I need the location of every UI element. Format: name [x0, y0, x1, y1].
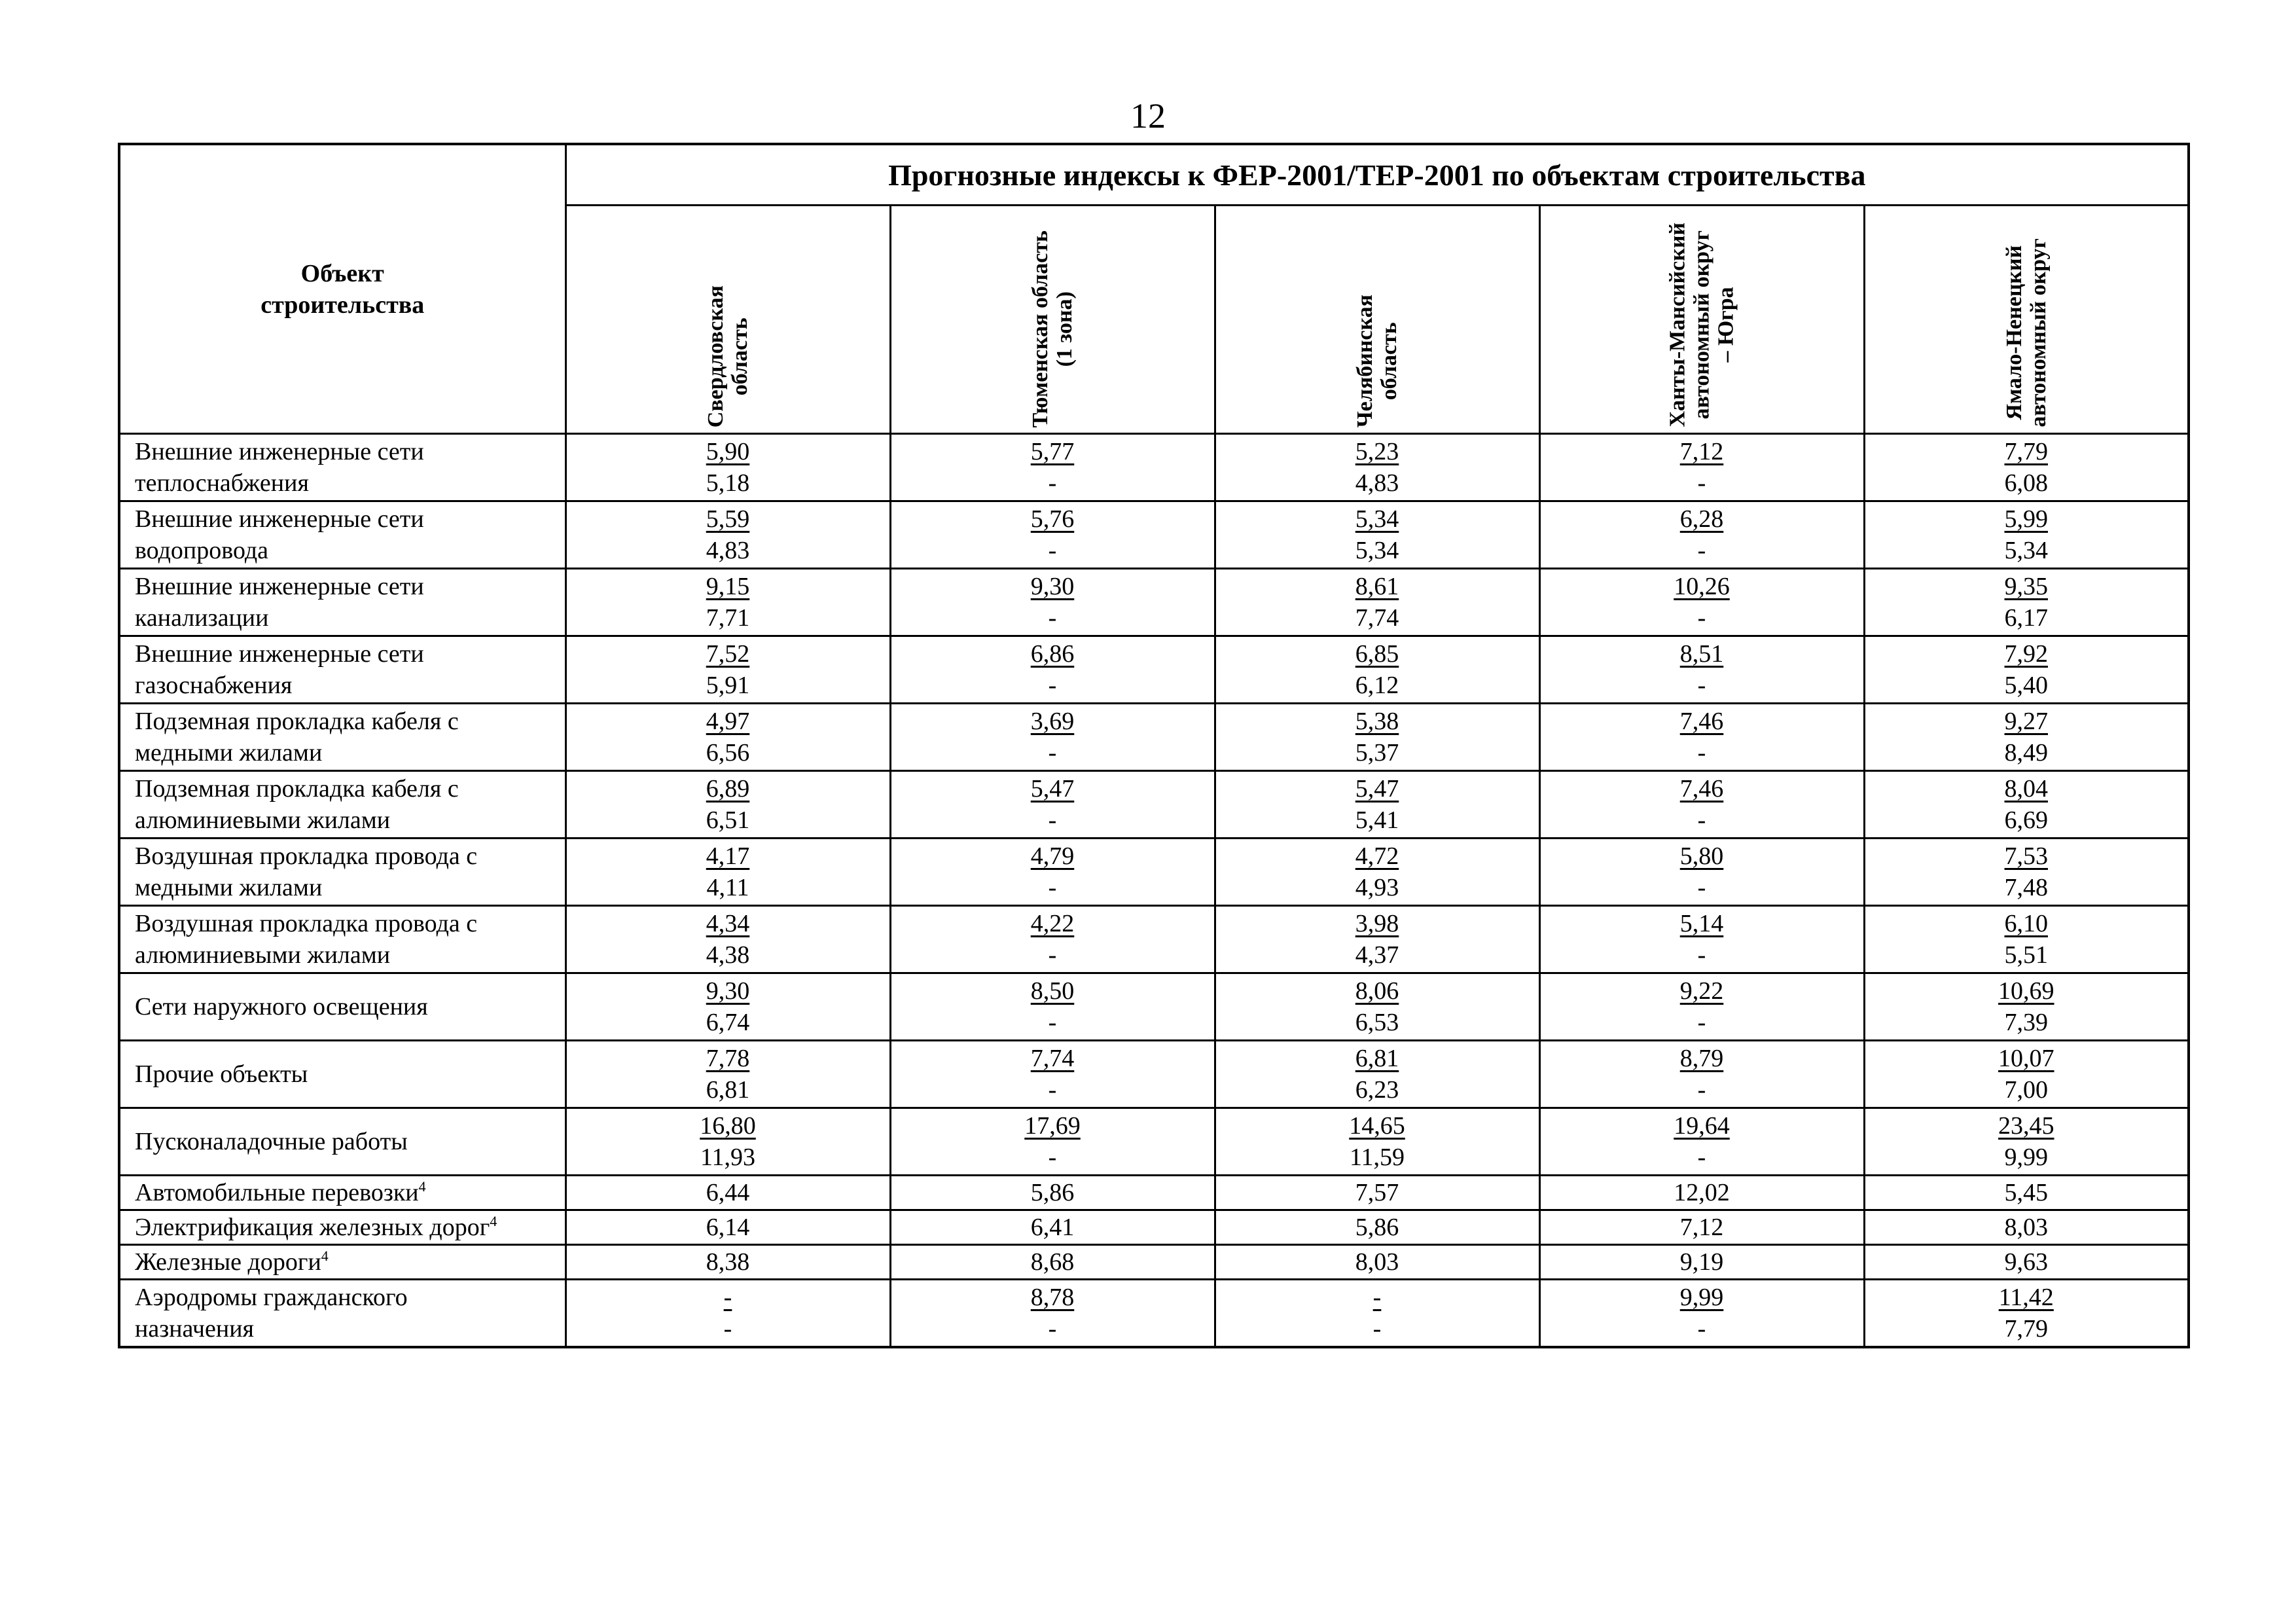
index-value: 6,14 — [565, 1210, 890, 1245]
index-value-bottom: - — [1697, 874, 1706, 901]
index-cell — [890, 839, 1215, 906]
object-name-text: Внешние инженерные сети водопровода — [135, 505, 424, 564]
index-cell — [890, 501, 1215, 569]
index-value-bottom: 11,59 — [1349, 1144, 1405, 1171]
index-value-bottom: 5,37 — [1355, 739, 1399, 767]
region-header-line: Тюменская область — [1028, 230, 1052, 427]
index-value-bottom: 11,93 — [700, 1144, 756, 1171]
index-value-bottom: 7,79 — [2004, 1315, 2048, 1343]
index-cell — [1864, 704, 2189, 771]
index-value-top: 4,79 — [1030, 842, 1075, 870]
index-value-bottom: - — [1048, 1315, 1057, 1343]
index-value-top: 10,07 — [1998, 1045, 2054, 1072]
index-value-top: 8,61 — [1355, 573, 1399, 600]
region-header — [1215, 206, 1539, 434]
index-value-bottom: 4,38 — [706, 941, 750, 969]
index-value-bottom: - — [1048, 604, 1057, 632]
object-name — [119, 1176, 565, 1210]
index-value-bottom: 7,00 — [2004, 1076, 2048, 1104]
index-cell — [1864, 973, 2189, 1041]
index-value-top: 8,51 — [1679, 640, 1724, 668]
index-cell — [1215, 501, 1539, 569]
table-row — [119, 1041, 2189, 1108]
index-value-top: - — [1372, 1284, 1382, 1311]
footnote-marker: 4 — [490, 1213, 497, 1229]
index-value-bottom: 5,40 — [2004, 672, 2048, 699]
table-row — [119, 501, 2189, 569]
index-cell — [1215, 771, 1539, 839]
index-cell — [1215, 1108, 1539, 1176]
index-value-top: 9,15 — [706, 573, 750, 600]
index-value-top: 17,69 — [1024, 1112, 1081, 1140]
index-value-bottom: - — [1048, 469, 1057, 497]
object-name-text: Внешние инженерные сети канализации — [135, 573, 424, 632]
index-value-top: 5,90 — [706, 438, 750, 465]
index-value-bottom: 4,83 — [1355, 469, 1399, 497]
index-cell — [1539, 1108, 1864, 1176]
region-header-line: – Югра — [1713, 287, 1738, 363]
region-header-line: Челябинская — [1353, 294, 1377, 427]
index-value-bottom: 4,11 — [706, 874, 749, 901]
index-value-bottom: - — [1697, 672, 1706, 699]
table-row — [119, 1108, 2189, 1176]
index-value-top: 3,98 — [1355, 910, 1399, 937]
index-value-bottom: - — [1697, 537, 1706, 564]
object-name — [119, 569, 565, 636]
index-value-top: 4,22 — [1030, 910, 1075, 937]
index-value-bottom: 5,34 — [2004, 537, 2048, 564]
index-value-top: 4,34 — [706, 910, 750, 937]
object-name-text: Автомобильные перевозки — [135, 1179, 419, 1206]
index-value-bottom: 5,41 — [1355, 806, 1399, 834]
index-value-top: 9,30 — [706, 977, 750, 1005]
index-value-top: 8,79 — [1679, 1045, 1724, 1072]
table-row — [119, 906, 2189, 973]
index-cell — [890, 1280, 1215, 1348]
index-value-top: 8,04 — [2004, 775, 2048, 803]
index-value-top: 6,28 — [1679, 505, 1724, 533]
index-cell — [1215, 636, 1539, 704]
footnote-marker: 4 — [321, 1248, 329, 1264]
index-value: 9,63 — [1864, 1245, 2189, 1280]
index-value-bottom: 6,12 — [1355, 672, 1399, 699]
object-name — [119, 771, 565, 839]
index-value-bottom: 5,34 — [1355, 537, 1399, 564]
index-value-bottom: - — [1697, 1315, 1706, 1343]
index-value: 5,45 — [1864, 1176, 2189, 1210]
index-cell — [1539, 771, 1864, 839]
index-cell — [565, 1280, 890, 1348]
index-value: 8,68 — [890, 1245, 1215, 1280]
region-header-line: Свердловская — [704, 285, 728, 427]
region-header-line: автономный округ — [2026, 238, 2051, 427]
object-name-text: Воздушная прокладка провода с медными жилами — [135, 842, 478, 901]
index-value-bottom: - — [1048, 739, 1057, 767]
index-cell — [565, 1108, 890, 1176]
index-value-top: 16,80 — [700, 1112, 756, 1140]
index-value-top: 6,81 — [1355, 1045, 1399, 1072]
index-value-bottom: 7,71 — [706, 604, 750, 632]
object-column-header: Объект строительства — [119, 144, 565, 434]
index-value-bottom: - — [1048, 941, 1057, 969]
index-cell — [1864, 1041, 2189, 1108]
index-cell — [1864, 906, 2189, 973]
table-title: Прогнозные индексы к ФЕР-2001/ТЕР-2001 по объектам строительства — [565, 144, 2189, 206]
index-cell — [890, 704, 1215, 771]
index-value-top: 7,79 — [2004, 438, 2048, 465]
region-header-line: область — [1377, 321, 1401, 400]
region-header-label — [1353, 295, 1401, 427]
index-value-bottom: 5,51 — [2004, 941, 2048, 969]
object-name-text: Внешние инженерные сети теплоснабжения — [135, 438, 424, 497]
object-name — [119, 1280, 565, 1348]
index-cell — [1864, 501, 2189, 569]
index-value-bottom: - — [1697, 1009, 1706, 1036]
region-header — [1539, 206, 1864, 434]
index-value-top: 11,42 — [1998, 1284, 2054, 1311]
object-name-text: Подземная прокладка кабеля с алюминиевыми жилами — [135, 775, 459, 834]
region-header-label — [2002, 238, 2051, 427]
index-value-bottom: 5,91 — [706, 672, 750, 699]
index-cell — [1215, 839, 1539, 906]
index-value-bottom: - — [1048, 874, 1057, 901]
index-cell — [890, 434, 1215, 501]
index-value-bottom: 6,17 — [2004, 604, 2048, 632]
object-name — [119, 636, 565, 704]
index-cell — [890, 1108, 1215, 1176]
index-value-top: 5,23 — [1355, 438, 1399, 465]
index-value-bottom: - — [1697, 806, 1706, 834]
index-value-bottom: - — [1048, 1076, 1057, 1104]
index-value-bottom: 8,49 — [2004, 739, 2048, 767]
index-value-bottom: - — [1048, 672, 1057, 699]
object-name — [119, 434, 565, 501]
index-cell — [1539, 636, 1864, 704]
region-header-line: автономный округ — [1689, 230, 1714, 420]
index-value-top: 9,30 — [1030, 573, 1075, 600]
index-value-top: 5,47 — [1355, 775, 1399, 803]
index-cell — [1864, 1280, 2189, 1348]
table-row — [119, 839, 2189, 906]
index-cell — [1215, 1041, 1539, 1108]
index-cell — [890, 906, 1215, 973]
index-value: 12,02 — [1539, 1176, 1864, 1210]
index-value-top: 6,86 — [1030, 640, 1075, 668]
index-value-bottom: - — [1372, 1315, 1382, 1343]
index-value-bottom: - — [1048, 1009, 1057, 1036]
object-name-line: назначения — [135, 1315, 255, 1343]
index-value-top: 5,38 — [1355, 708, 1399, 735]
index-value-top: 5,76 — [1030, 505, 1075, 533]
index-value-top: 14,65 — [1349, 1112, 1405, 1140]
index-value-bottom: 5,18 — [706, 469, 750, 497]
index-value: 8,03 — [1215, 1245, 1539, 1280]
index-value-top: 7,78 — [706, 1045, 750, 1072]
index-value-top: - — [723, 1284, 732, 1311]
object-name-text: Подземная прокладка кабеля с медными жилами — [135, 708, 459, 767]
index-value-bottom: - — [1697, 1144, 1706, 1171]
index-value-bottom: - — [723, 1315, 732, 1343]
object-name-text: Электрификация железных дорог — [135, 1214, 490, 1241]
index-value-bottom: - — [1697, 1076, 1706, 1104]
index-value-top: 7,46 — [1679, 775, 1724, 803]
object-name-text: Сети наружного освещения — [135, 993, 428, 1020]
index-value-top: 8,50 — [1030, 977, 1075, 1005]
region-header — [1864, 206, 2189, 434]
index-cell — [1539, 839, 1864, 906]
index-value-top: 10,26 — [1674, 573, 1730, 600]
table-row — [119, 704, 2189, 771]
object-name — [119, 839, 565, 906]
footnote-marker: 4 — [418, 1178, 426, 1195]
index-value-bottom: - — [1697, 604, 1706, 632]
region-header — [565, 206, 890, 434]
index-value-bottom: 4,37 — [1355, 941, 1399, 969]
index-cell — [890, 973, 1215, 1041]
index-value-top: 5,59 — [706, 505, 750, 533]
index-value-bottom: - — [1048, 1144, 1057, 1171]
object-name-text: Внешние инженерные сети газоснабжения — [135, 640, 424, 699]
index-value-top: 6,85 — [1355, 640, 1399, 668]
index-value: 8,03 — [1864, 1210, 2189, 1245]
index-value-bottom: 6,74 — [706, 1009, 750, 1036]
index-cell — [1539, 973, 1864, 1041]
index-value-top: 5,47 — [1030, 775, 1075, 803]
index-cell — [1539, 1280, 1864, 1348]
object-name — [119, 1245, 565, 1280]
table-row — [119, 1176, 2189, 1210]
index-value-top: 5,34 — [1355, 505, 1399, 533]
index-value-top: 7,74 — [1030, 1045, 1075, 1072]
index-cell — [565, 839, 890, 906]
index-value-bottom: 7,74 — [1355, 604, 1399, 632]
index-cell — [1864, 771, 2189, 839]
index-value-top: 23,45 — [1998, 1112, 2054, 1140]
index-value-bottom: 6,69 — [2004, 806, 2048, 834]
index-value-bottom: 7,39 — [2004, 1009, 2048, 1036]
table-row — [119, 771, 2189, 839]
index-cell — [565, 906, 890, 973]
index-cell — [1215, 973, 1539, 1041]
index-cell — [890, 569, 1215, 636]
index-value-top: 10,69 — [1998, 977, 2054, 1005]
table-row — [119, 636, 2189, 704]
object-name-line: Аэродромы гражданского — [135, 1284, 408, 1311]
index-cell — [890, 1041, 1215, 1108]
index-value-bottom: - — [1697, 941, 1706, 969]
table-row — [119, 569, 2189, 636]
index-cell — [565, 434, 890, 501]
index-value-top: 4,72 — [1355, 842, 1399, 870]
index-value-bottom: 6,51 — [706, 806, 750, 834]
region-header-line: (1 зона) — [1052, 291, 1077, 367]
object-name — [119, 1108, 565, 1176]
index-value-top: 6,10 — [2004, 910, 2048, 937]
index-value: 9,19 — [1539, 1245, 1864, 1280]
region-header-label — [1666, 223, 1738, 427]
index-cell — [1864, 1108, 2189, 1176]
index-value-top: 9,22 — [1679, 977, 1724, 1005]
region-header — [890, 206, 1215, 434]
table-body — [119, 434, 2189, 1348]
index-value: 7,12 — [1539, 1210, 1864, 1245]
index-cell — [1215, 1280, 1539, 1348]
index-cell — [1215, 704, 1539, 771]
index-cell — [1539, 569, 1864, 636]
index-value-top: 7,46 — [1679, 708, 1724, 735]
table-row — [119, 1210, 2189, 1245]
region-header-line: Ханты-Мансийский — [1665, 223, 1690, 427]
index-value-top: 5,14 — [1679, 910, 1724, 937]
index-cell — [1215, 569, 1539, 636]
index-value-top: 8,78 — [1030, 1284, 1075, 1311]
index-cell — [1539, 501, 1864, 569]
index-value-top: 7,52 — [706, 640, 750, 668]
object-name-text: Пусконаладочные работы — [135, 1128, 408, 1155]
index-value-top: 5,80 — [1679, 842, 1724, 870]
region-header-label — [1028, 230, 1077, 427]
object-name — [119, 1041, 565, 1108]
index-cell — [1864, 569, 2189, 636]
index-value-top: 5,99 — [2004, 505, 2048, 533]
index-value-top: 19,64 — [1674, 1112, 1730, 1140]
index-value-bottom: - — [1697, 469, 1706, 497]
index-cell — [890, 771, 1215, 839]
index-value-top: 7,53 — [2004, 842, 2048, 870]
index-cell — [1539, 704, 1864, 771]
index-value-top: 9,35 — [2004, 573, 2048, 600]
index-value-top: 5,77 — [1030, 438, 1075, 465]
index-value-bottom: 4,83 — [706, 537, 750, 564]
index-cell — [1539, 906, 1864, 973]
index-value-bottom: - — [1048, 537, 1057, 564]
index-cell — [565, 771, 890, 839]
region-header-line: область — [728, 317, 752, 395]
object-name — [119, 973, 565, 1041]
index-value-top: 4,17 — [706, 842, 750, 870]
index-value: 6,41 — [890, 1210, 1215, 1245]
index-cell — [1539, 1041, 1864, 1108]
index-cell — [565, 636, 890, 704]
index-cell — [565, 1041, 890, 1108]
page-number: 12 — [1130, 96, 1166, 135]
index-value-bottom: 6,08 — [2004, 469, 2048, 497]
index-value-top: 7,12 — [1679, 438, 1724, 465]
index-cell — [1215, 434, 1539, 501]
index-cell — [565, 973, 890, 1041]
index-value-bottom: 7,48 — [2004, 874, 2048, 901]
table-row — [119, 1245, 2189, 1280]
index-value-bottom: 6,53 — [1355, 1009, 1399, 1036]
index-value-top: 9,99 — [1679, 1284, 1724, 1311]
index-cell — [1215, 906, 1539, 973]
index-cell — [1864, 636, 2189, 704]
index-value-top: 8,06 — [1355, 977, 1399, 1005]
index-table — [118, 143, 2190, 1348]
table-row — [119, 434, 2189, 501]
index-cell — [565, 704, 890, 771]
index-value: 8,38 — [565, 1245, 890, 1280]
index-value-bottom: - — [1697, 739, 1706, 767]
object-name — [119, 501, 565, 569]
index-value-top: 6,89 — [706, 775, 750, 803]
index-value: 6,44 — [565, 1176, 890, 1210]
index-value-bottom: 9,99 — [2004, 1144, 2048, 1171]
index-value-bottom: 6,23 — [1355, 1076, 1399, 1104]
region-header-label — [704, 285, 752, 427]
index-cell — [565, 569, 890, 636]
index-value-bottom: 6,81 — [706, 1076, 750, 1104]
table-row — [119, 1280, 2189, 1348]
table-row — [119, 973, 2189, 1041]
index-cell — [565, 501, 890, 569]
index-cell — [890, 636, 1215, 704]
index-value: 5,86 — [1215, 1210, 1539, 1245]
index-cell — [1864, 839, 2189, 906]
index-cell — [1539, 434, 1864, 501]
index-value-top: 7,92 — [2004, 640, 2048, 668]
index-value: 7,57 — [1215, 1176, 1539, 1210]
index-value-bottom: - — [1048, 806, 1057, 834]
index-value-top: 9,27 — [2004, 708, 2048, 735]
index-value-top: 3,69 — [1030, 708, 1075, 735]
object-name-text: Прочие объекты — [135, 1060, 308, 1088]
object-name-text: Железные дороги — [135, 1248, 321, 1276]
index-value: 5,86 — [890, 1176, 1215, 1210]
region-header-line: Ямало-Ненецкий — [2001, 245, 2026, 421]
index-value-top: 4,97 — [706, 708, 750, 735]
index-value-bottom: 6,56 — [706, 739, 750, 767]
index-cell — [1864, 434, 2189, 501]
object-name — [119, 1210, 565, 1245]
object-name — [119, 906, 565, 973]
object-name-text: Воздушная прокладка провода с алюминиевыми жилами — [135, 910, 478, 969]
object-name — [119, 704, 565, 771]
index-value-bottom: 4,93 — [1355, 874, 1399, 901]
